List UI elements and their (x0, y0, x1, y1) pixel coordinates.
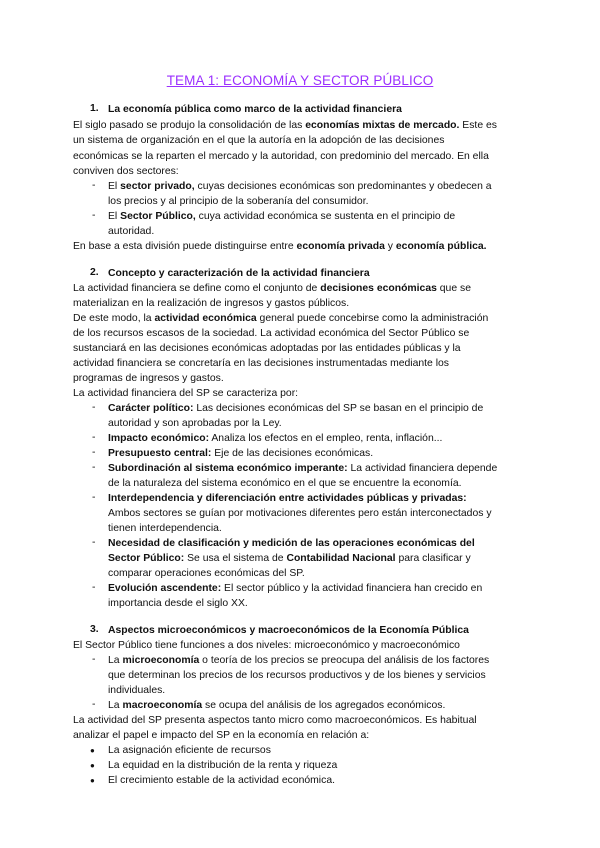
list-item: Presupuesto central: Eje de las decisiones económicas. (108, 448, 374, 459)
paragraph-line: actividad financiera se concretaría en las decisiones instrumentadas mediante los (73, 358, 450, 369)
list-item: Interdependencia y diferenciación entre actividades públicas y privadas: (108, 493, 467, 504)
list-item-continuation: Sector Público: Se usa el sistema de Contabilidad Nacional para clasificar y (108, 553, 471, 564)
list-item: Necesidad de clasificación y medición de las operaciones económicas del (108, 538, 475, 549)
dash-marker: - (92, 537, 96, 548)
list-item-continuation: comparar operaciones económicas del SP. (108, 568, 305, 579)
page-title: TEMA 1: ECONOMÍA Y SECTOR PÚBLICO (166, 73, 434, 88)
list-item: La microeconomía o teoría de los precios se preocupa del análisis de los factores (108, 655, 490, 666)
paragraph-line: La actividad financiera se define como el conjunto de decisiones económicas que se (73, 283, 471, 294)
list-item-continuation: de la naturaleza del sistema económico en el que se encuentre la economía. (108, 478, 462, 489)
list-item: La macroeconomía se ocupa del análisis de los agregados económicos. (108, 700, 446, 711)
dash-marker: - (92, 582, 96, 593)
dash-marker: - (92, 432, 96, 443)
list-item: Evolución ascendente: El sector público y la actividad financiera han crecido en (108, 583, 483, 594)
section-2-heading: Concepto y caracterización de la actividad financiera (108, 268, 370, 279)
list-item-continuation: Ambos sectores se guían por motivaciones diferentes pero están interconectados y (108, 508, 492, 519)
section-3-heading: Aspectos microeconómicos y macroeconómicos de la Economía Pública (108, 625, 469, 636)
dash-marker: - (92, 180, 96, 191)
paragraph-line: De este modo, la actividad económica general puede concebirse como la administración (73, 313, 489, 324)
list-item-continuation: autoridad y son aprobadas por la Ley. (108, 418, 282, 429)
dash-marker: - (92, 654, 96, 665)
paragraph-line: sustanciará en las decisiones económicas adoptadas por las entidades públicas y la (73, 343, 461, 354)
paragraph-line: económicas se la reparten el mercado y la autoridad, con predominio del mercado. En ella (73, 151, 489, 162)
paragraph-line: El Sector Público tiene funciones a dos niveles: microeconómico y macroeconómico (73, 640, 460, 651)
paragraph-line: analizar el papel e impacto del SP en la economía en relación a: (73, 730, 370, 741)
bullet-icon: ● (90, 746, 95, 755)
dash-marker: - (92, 492, 96, 503)
bullet-item: La equidad en la distribución de la renta y riqueza (108, 760, 338, 771)
dash-marker: - (92, 402, 96, 413)
dash-marker: - (92, 699, 96, 710)
list-item-continuation: importancia desde el siglo XX. (108, 598, 248, 609)
section-1-heading: La economía pública como marco de la actividad financiera (108, 104, 402, 115)
bullet-item: La asignación eficiente de recursos (108, 745, 271, 756)
list-item-continuation: individuales. (108, 685, 166, 696)
dash-marker: - (92, 447, 96, 458)
bullet-icon: ● (90, 761, 95, 770)
paragraph-line: programas de ingresos y gastos. (73, 373, 224, 384)
list-item-continuation: tienen interdependencia. (108, 523, 222, 534)
section-3-number: 3. (90, 624, 99, 635)
dash-marker: - (92, 462, 96, 473)
paragraph-line: conviven dos sectores: (73, 166, 179, 177)
list-item-continuation: que determinan los precios de los recursos productivos y de los bienes y servicios (108, 670, 486, 681)
list-item: Impacto económico: Analiza los efectos en el empleo, renta, inflación... (108, 433, 443, 444)
paragraph-line: de los recursos escasos de la sociedad. La actividad económica del Sector Público se (73, 328, 470, 339)
paragraph-line: materializan en la realización de ingresos y gastos públicos. (73, 298, 350, 309)
paragraph-line: El siglo pasado se produjo la consolidación de las economías mixtas de mercado. Este es (73, 120, 497, 131)
bullet-item: El crecimiento estable de la actividad económica. (108, 775, 335, 786)
paragraph-line: La actividad financiera del SP se caracteriza por: (73, 388, 299, 399)
list-item-continuation: autoridad. (108, 226, 155, 237)
list-item: El Sector Público, cuya actividad económica se sustenta en el principio de (108, 211, 456, 222)
dash-marker: - (92, 210, 96, 221)
paragraph-line: un sistema de organización en el que la autoría en la adopción de las decisiones (73, 135, 445, 146)
section-2-number: 2. (90, 267, 99, 278)
bullet-icon: ● (90, 776, 95, 785)
paragraph-line: La actividad del SP presenta aspectos tanto micro como macroeconómicos. Es habitual (73, 715, 477, 726)
list-item: Carácter político: Las decisiones económicas del SP se basan en el principio de (108, 403, 484, 414)
list-item: El sector privado, cuyas decisiones económicas son predominantes y obedecen a (108, 181, 492, 192)
list-item-continuation: los precios y al principio de la soberanía del consumidor. (108, 196, 369, 207)
list-item: Subordinación al sistema económico imperante: La actividad financiera depende (108, 463, 498, 474)
paragraph-line: En base a esta división puede distinguirse entre economía privada y economía pública. (73, 241, 487, 252)
section-1-number: 1. (90, 103, 99, 114)
